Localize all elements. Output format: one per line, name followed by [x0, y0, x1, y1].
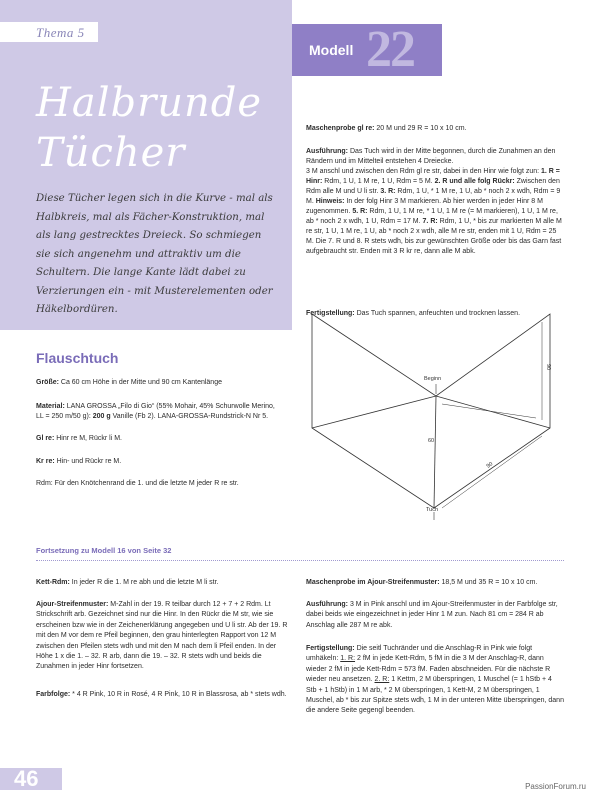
page-title [36, 78, 286, 178]
r2-label: 2. R und alle folg Rückr: [434, 178, 515, 185]
measure-60-line [442, 404, 536, 418]
page-number: 46 [14, 766, 39, 791]
kett-text: In jeder R die 1. M re abh und die letzte M li str. [69, 579, 219, 586]
material-label: Material: [36, 403, 65, 410]
r7-text: Rdm, 1 U, * bis zur markierten M alle M re str, 1 U, 1 M re, 1 U, ab * noch 2 x wdh, alle M re str, enden mit 1 U, Rdm = 25 M. Die 7. R und 8. R stets wdh, bis zur gewünschten Größe oder bis das Garn fast aufgebraucht str. Enden mit 3 R kr re, dann alle M abk. [306, 218, 562, 255]
aus-ajour-label: Ausführung: [306, 601, 348, 608]
modell-number: 22 [366, 21, 414, 78]
material-amount: 200 g [92, 413, 111, 420]
glre-block [36, 434, 276, 444]
label-90-vertical: 90 [545, 364, 551, 371]
r3-text: Rdm, 1 U, * 1 M re, 1 U, ab * noch 2 x wdh, Rdm = 9 M. [306, 188, 561, 205]
farb-text: * 4 R Pink, 10 R in Rosé, 4 R Pink, 10 R in Blassrosa, ab * stets wdh. [70, 691, 287, 698]
section-heading: Flauschtuch [36, 350, 119, 366]
label-90-diagonal: 90 [485, 461, 495, 470]
thema-label: Thema 5 [36, 25, 85, 40]
r7-label: 7. R: [422, 218, 438, 225]
shawl-outline [312, 314, 550, 508]
aus-ajour-block [306, 600, 564, 631]
mp-ajour-label: Maschenprobe im Ajour-Streifenmuster: [306, 579, 440, 586]
r1-text: Rdm, 1 U, 1 M re, 1 U, Rdm = 5 M. [322, 178, 435, 185]
material-rest: Vanille (Fb 2). LANA-GROSSA-Rundstrick-N Nr 5. [110, 413, 269, 420]
groesse-label: Größe: [36, 379, 59, 386]
label-beginn: Beginn [424, 376, 442, 382]
r3-label: 3. R: [380, 188, 396, 195]
ausfuehrung-text: Das Tuch wird in der Mitte begonnen, durch die Zunahmen an den Rändern und im Mittelteil entstehen 4 Dreiecke. [306, 148, 556, 165]
krre-block [36, 457, 276, 467]
fs-ajour-text: Die seitl Tuchränder und die Anschlag-R in Pink wie folgt umhäkeln: [306, 645, 533, 663]
maschenprobe-text: 20 M und 29 R = 10 x 10 cm. [374, 125, 467, 132]
krre-text: Hin- und Rückr re M. [54, 458, 122, 465]
shawl-schematic [296, 300, 576, 525]
r1-label: 1. R = Hinr: [306, 168, 560, 185]
fs-ajour-block [306, 644, 564, 717]
measure-90b-line [442, 436, 542, 508]
inner-line-left [312, 396, 436, 428]
glre-text: Hinr re M, Rückr li M. [54, 435, 122, 442]
fs-r2-label: 2. R: [374, 676, 390, 684]
r5-text: Rdm, 1 U, 1 M re, * 1 U, 1 M re (= M markieren), 1 U, 1 M re, ab * noch 2 x wdh, 1 U, Rdm = 17 M. [306, 208, 558, 225]
fertig-text: Das Tuch spannen, anfeuchten und trocknen lassen. [354, 310, 521, 317]
mp-ajour-block [306, 578, 564, 588]
inner-line-center [434, 396, 436, 508]
material-block [36, 402, 276, 422]
modell-label: Modell [309, 42, 354, 58]
watermark: PassionForum.ru [525, 782, 586, 791]
krre-label: Kr re: [36, 458, 55, 465]
fs-ajour-label: Fertigstellung: [306, 645, 355, 652]
ajour-label: Ajour-Streifenmuster: [36, 601, 109, 608]
maschenprobe-label: Maschenprobe gl re: [306, 125, 375, 132]
fs-r1-text: 2 fM in jede Kett-Rdm, 5 fM in die 3 M der Anschlag-R, dann wieder 2 fM in jede Kett-Rdm = 573 fM. Faden abschneiden. Für die nächste R wieder neu ansetzen. [306, 655, 551, 684]
farb-label: Farbfolge: [36, 691, 71, 698]
intro-text: Diese Tücher legen sich in die Kurve - mal als Halbkreis, mal als Fächer-Konstruktion, mal als lang gestrecktes Dreieck. So schmiegen sie sich angenehm und attraktiv um die Schultern. Die lange Kante lädt dabei zu Verzierungen ein - mit Musterelementen oder Häkelbordüren. [36, 193, 273, 315]
farbfolge-block [36, 690, 292, 700]
fs-r1-label: 1. R: [340, 655, 356, 663]
mp-ajour-text: 18,5 M und 35 R = 10 x 10 cm. [439, 579, 538, 586]
groesse-text: Ca 60 cm Höhe in der Mitte und 90 cm Kantenlänge [58, 379, 222, 386]
groesse-block [36, 378, 276, 388]
ajour-block [36, 600, 292, 673]
rdm-text: Rdm: Für den Knötchenrand die 1. und die letzte M jeder R re str. [36, 480, 239, 487]
hinweis-text: In der folg Hinr 3 M markieren. Ab hier werden in jeder Hinr 8 M zugenommen. [306, 198, 543, 215]
r5-label: 5. R: [352, 208, 368, 215]
glre-label: Gl re: [36, 435, 55, 442]
hinweis-label: Hinweis: [315, 198, 345, 205]
title-line-1: Halbrunde [36, 80, 263, 126]
ausfuehrung-block [306, 147, 564, 257]
ajour-text: M-Zahl in der 19. R teilbar durch 12 + 7 + 2 Rdm. Lt Strickschrift arb. Gezeichnet sind nur die Hinr. In den Rückr die M str, wie sie erscheinen bzw wie in der Zeichenerklärung angegeben und U li str. Ab der 19. R mit den M vor dem re Pfeil beginnen, den grau hinterlegten Rapport von 12 M zwischen den Pfeilen stets wdh und mit den M nach dem li Pfeil enden. In der Höhe 1 x die 1. – 32. R arb, dann die 19. – 32. R stets wdh und beids die Zunahmen in jeder Hinr fortsetzen. [36, 601, 288, 671]
continuation-heading: Fortsetzung zu Modell 16 von Seite 32 [36, 546, 172, 555]
section-divider [36, 560, 564, 561]
label-60: 60 [428, 438, 435, 444]
fertig-label: Fertigstellung: [306, 310, 355, 317]
title-line-2: Tücher [36, 130, 186, 176]
kett-block [36, 578, 292, 588]
label-tuch: Tuch [426, 507, 439, 513]
aus-ajour-text: 3 M in Pink anschl und im Ajour-Streifenmuster in der Farbfolge str, dabei beids wie eingezeichnet in jeder Hinr 1 M zun. Nach 81 cm = 284 R ab Anschlag alle 287 M re abk. [306, 601, 558, 629]
inner-line-right [436, 396, 550, 428]
fs-r2-text: 1 Kettm, 2 M überspringen, 1 Muschel (= 1 hStb + 4 Stb + 1 hStb) in 1 M arb, * 2 M überspringen, 1 Kett-M, 2 M überspringen, 1 Muschel, ab * bis zur Spitze stets wdh, 1 M in der unteren Mitte überspringen, dann die andere Seite gegengl beenden. [306, 676, 564, 715]
ausfuehrung-label: Ausführung: [306, 148, 348, 155]
ausfuehrung-p1: 3 M anschl und zwischen den Rdm gl re str, dabei in den Hinr wie folgt zun: [306, 168, 542, 175]
kett-label: Kett-Rdm: [36, 579, 70, 586]
r2-text: Zwischen den Rdm alle M und U li str. [306, 178, 560, 195]
maschenprobe-block [306, 124, 564, 134]
material-text: LANA GROSSA „Filo di Gio“ (55% Mohair, 45% Schurwolle Merino, LL = 250 m/50 g): [36, 403, 275, 420]
